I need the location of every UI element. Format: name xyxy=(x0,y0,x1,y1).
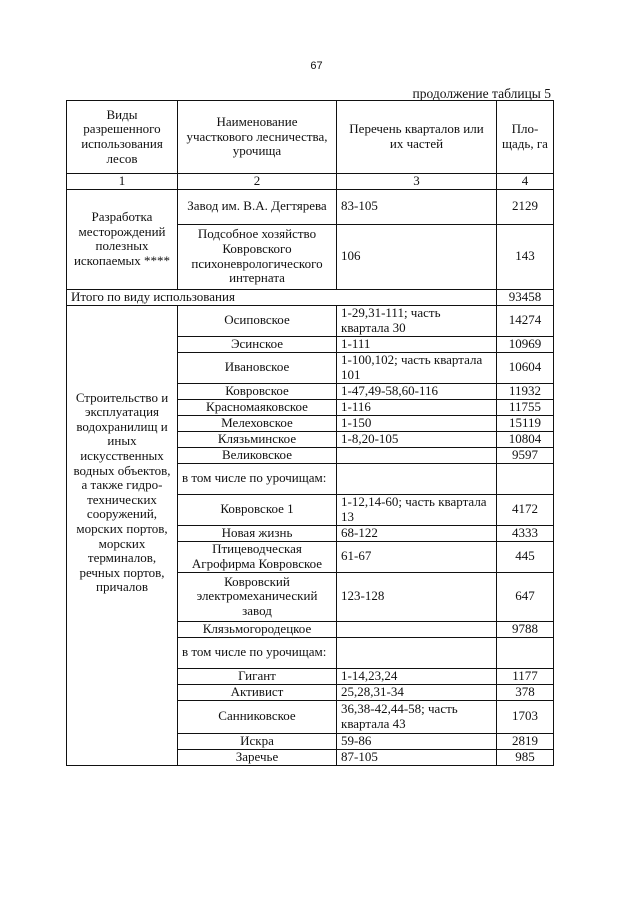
forestry-name-cell: Завод им. В.А. Дегтярева xyxy=(178,189,337,224)
area-cell xyxy=(497,463,554,494)
quarters-cell: 1-8,20-105 xyxy=(337,431,497,447)
forest-usage-table xyxy=(66,100,554,766)
quarters-cell xyxy=(337,637,497,668)
forestry-name-cell: Гигант xyxy=(178,668,337,684)
quarters-cell: 61-67 xyxy=(337,541,497,572)
forestry-name-cell: Санниковское xyxy=(178,700,337,733)
area-cell: 4172 xyxy=(497,494,554,525)
forestry-name-cell: Осиповское xyxy=(178,305,337,336)
usage-type-cell: Разработка месторождений полезных ископаемых **** xyxy=(67,189,178,289)
area-cell xyxy=(497,637,554,668)
area-cell: 11932 xyxy=(497,383,554,399)
forestry-name-cell: Искра xyxy=(178,733,337,749)
quarters-cell: 1-29,31-111; часть квартала 30 xyxy=(337,305,497,336)
quarters-cell: 36,38-42,44-58; часть квартала 43 xyxy=(337,700,497,733)
area-cell: 10804 xyxy=(497,431,554,447)
forestry-name-cell: Ковровский электромеханический завод xyxy=(178,572,337,621)
area-cell: 647 xyxy=(497,572,554,621)
quarters-cell xyxy=(337,621,497,637)
page-number: 67 xyxy=(310,60,323,72)
quarters-cell: 123-128 xyxy=(337,572,497,621)
area-cell: 378 xyxy=(497,684,554,700)
area-cell: 11755 xyxy=(497,399,554,415)
column-number: 2 xyxy=(178,174,337,190)
table-row xyxy=(67,305,554,336)
forestry-name-cell: Клязьмогородецкое xyxy=(178,621,337,637)
quarters-cell: 59-86 xyxy=(337,733,497,749)
table-continuation-caption: продолжение таблицы 5 xyxy=(412,86,551,101)
quarters-cell: 1-150 xyxy=(337,415,497,431)
usage-type-cell: Строительство и эксплуатация водохранилищ и иных искусственных водных объектов, а также гидро-технических сооружений, морских портов, морских терминалов, речных портов, причалов xyxy=(67,305,178,765)
forestry-name-cell: Ивановское xyxy=(178,352,337,383)
header-quarters-list: Перечень кварталов или их частей xyxy=(337,101,497,174)
column-number: 4 xyxy=(497,174,554,190)
forestry-name-cell: Великовское xyxy=(178,447,337,463)
total-row xyxy=(67,289,554,305)
quarters-cell: 1-100,102; часть квартала 101 xyxy=(337,352,497,383)
area-cell: 14274 xyxy=(497,305,554,336)
forestry-name-cell: Подсобное хозяйство Ковровского психоневрологического интерната xyxy=(178,224,337,289)
subgroup-caption: в том числе по урочищам: xyxy=(178,637,337,668)
forestry-name-cell: Ковровское 1 xyxy=(178,494,337,525)
subgroup-caption: в том числе по урочищам: xyxy=(178,463,337,494)
forestry-name-cell: Новая жизнь xyxy=(178,525,337,541)
quarters-cell: 1-116 xyxy=(337,399,497,415)
quarters-cell xyxy=(337,463,497,494)
table-header-row xyxy=(67,101,554,174)
header-area: Пло-щадь, га xyxy=(497,101,554,174)
quarters-cell: 25,28,31-34 xyxy=(337,684,497,700)
area-cell: 9597 xyxy=(497,447,554,463)
area-cell: 1177 xyxy=(497,668,554,684)
forestry-name-cell: Заречье xyxy=(178,749,337,765)
quarters-cell xyxy=(337,447,497,463)
area-cell: 4333 xyxy=(497,525,554,541)
quarters-cell: 1-12,14-60; часть квартала 13 xyxy=(337,494,497,525)
quarters-cell: 87-105 xyxy=(337,749,497,765)
forestry-name-cell: Активист xyxy=(178,684,337,700)
column-number: 1 xyxy=(67,174,178,190)
quarters-cell: 1-47,49-58,60-116 xyxy=(337,383,497,399)
area-cell: 10969 xyxy=(497,336,554,352)
area-cell: 2819 xyxy=(497,733,554,749)
forestry-name-cell: Ковровское xyxy=(178,383,337,399)
forestry-name-cell: Красномаяковское xyxy=(178,399,337,415)
area-cell: 143 xyxy=(497,224,554,289)
area-cell: 445 xyxy=(497,541,554,572)
quarters-cell: 83-105 xyxy=(337,189,497,224)
total-label: Итого по виду использования xyxy=(67,289,497,305)
table-row xyxy=(67,189,554,224)
area-cell: 1703 xyxy=(497,700,554,733)
forestry-name-cell: Птицеводческая Агрофирма Ковровское xyxy=(178,541,337,572)
forestry-name-cell: Эсинское xyxy=(178,336,337,352)
column-number: 3 xyxy=(337,174,497,190)
quarters-cell: 68-122 xyxy=(337,525,497,541)
quarters-cell: 1-111 xyxy=(337,336,497,352)
quarters-cell: 1-14,23,24 xyxy=(337,668,497,684)
area-cell: 2129 xyxy=(497,189,554,224)
column-number-row xyxy=(67,174,554,190)
total-value: 93458 xyxy=(497,289,554,305)
area-cell: 985 xyxy=(497,749,554,765)
quarters-cell: 106 xyxy=(337,224,497,289)
area-cell: 10604 xyxy=(497,352,554,383)
header-usage-type: Виды разрешенного использования лесов xyxy=(67,101,178,174)
area-cell: 9788 xyxy=(497,621,554,637)
header-forestry-name: Наименование участкового лесничества, урочища xyxy=(178,101,337,174)
area-cell: 15119 xyxy=(497,415,554,431)
forestry-name-cell: Мелеховское xyxy=(178,415,337,431)
forestry-name-cell: Клязьминское xyxy=(178,431,337,447)
